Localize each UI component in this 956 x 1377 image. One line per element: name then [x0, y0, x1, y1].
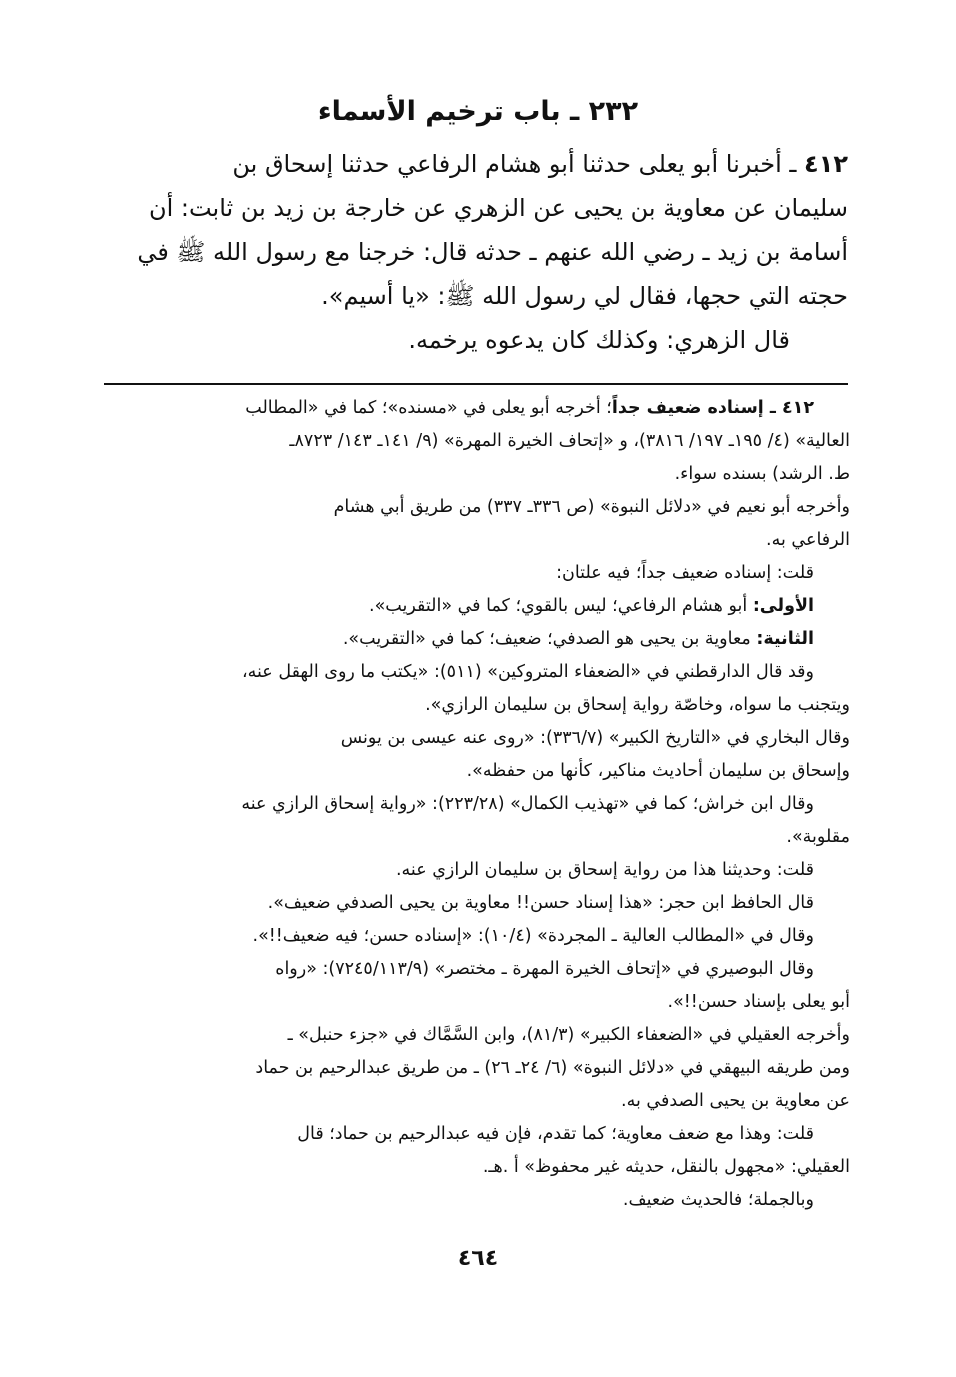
first-label: الأولى:	[752, 596, 814, 616]
note-line: وقد قال الدارقطني في «الضعفاء المتروكين» (٥١١): «يكتب ما روى الهقل عنه،	[242, 662, 814, 682]
note-line: ط. الرشد) بسنده سواء.	[674, 464, 850, 484]
note-line: قلت: إسناده ضعيف جداً؛ فيه علتان:	[556, 563, 814, 583]
note-line: قلت: وهذا مع ضعف معاوية؛ كما تقدم، فإن فيه عبدالرحيم بن حماد؛ قال	[297, 1124, 814, 1144]
note-line: قال الحافظ ابن حجر: «هذا إسناد حسن!! معاوية بن يحيى الصدفي ضعيف».	[267, 893, 814, 913]
note-grade: إسناده ضعيف جداً	[611, 398, 764, 418]
hadith-line: حجته التي حجها، فقال لي رسول الله ﷺ: «يا أسيم».	[321, 282, 848, 310]
note-line: الثانية: معاوية بن يحيى هو الصدفي؛ ضعيف؛ كما في «التقريب».	[342, 629, 814, 649]
note-line: قلت: وحديثنا هذا من رواية إسحاق بن سليمان الرازي عنه.	[395, 860, 814, 880]
note-line: وبالجملة؛ فالحديث ضعيف.	[622, 1190, 814, 1210]
note-line: أبو يعلى بإسناد حسن!!».	[667, 992, 850, 1012]
note-line: وقال في «المطالب العالية ـ المجردة» (١٠/٤): «إسناده حسن؛ فيه ضعيف!!».	[252, 926, 814, 946]
note-line: وإسحاق بن سليمان أحاديث مناكير، كأنها من حفظه».	[466, 761, 850, 781]
note-line: الرفاعي به.	[766, 530, 850, 550]
footnotes	[102, 392, 850, 1217]
footnote-separator	[104, 383, 848, 385]
note-line: العقيلي: «مجهول بالنقل، حديثه غير محفوظ» أ .هـ.	[482, 1157, 850, 1177]
note-line: وقال البوصيري في «إتحاف الخيرة المهرة ـ مختصر» (٧٢٤٥/١١٣/٩): «رواه	[275, 959, 814, 979]
page-number: ٤٦٤	[457, 1246, 499, 1271]
note-line: الأولى: أبو هشام الرفاعي؛ ليس بالقوي؛ كما في «التقريب».	[369, 596, 814, 616]
second-label: الثانية:	[756, 629, 814, 649]
hadith-number: ٤١٢	[804, 150, 848, 178]
hadith-line: ٤١٢ ـ أخبرنا أبو يعلى حدثنا أبو هشام الرفاعي حدثنا إسحاق بن	[232, 150, 848, 178]
note-line: ومن طريقه البيهقي في «دلائل النبوة» (٦/ ٢٤ـ ٢٦) ـ من طريق عبدالرحيم بن حماد	[255, 1058, 850, 1078]
hadith-text	[102, 142, 848, 362]
chapter-title: ٢٣٢ ـ باب ترخيم الأسماء	[317, 96, 639, 127]
note-number: ٤١٢	[781, 398, 814, 418]
note-line: وأخرجه العقيلي في «الضعفاء الكبير» (٨١/٣)، وابن السَّمَّاك في «جزء حنبل» ـ	[287, 1025, 850, 1045]
note-line: ٤١٢ ـ إسناده ضعيف جداً؛ أخرجه أبو يعلى في «مسنده»؛ كما في «المطالب	[245, 398, 814, 418]
hadith-line: قال الزهري: وكذلك كان يدعوه يرخمه.	[408, 326, 790, 354]
note-line: ويتجنب ما سواه، وخاصّة رواية إسحاق بن سليمان الرازي».	[425, 695, 850, 715]
note-line: وأخرجه أبو نعيم في «دلائل النبوة» (ص ٣٣٦ـ ٣٣٧) من طريق أبي هشام	[333, 497, 850, 517]
note-line: العالية» (٤/ ١٩٥ـ ١٩٧/ ٣٨١٦)، و «إتحاف الخيرة المهرة» (٩/ ١٤١ـ ١٤٣/ ٨٧٢٣ـ	[289, 431, 850, 451]
hadith-line: أسامة بن زيد ـ رضي الله عنهم ـ حدثه قال: خرجنا مع رسول الله ﷺ في	[137, 238, 848, 266]
note-line: وقال ابن خراش؛ كما في «تهذيب الكمال» (٢٢٣/٢٨): «رواية إسحاق الرازي عنه	[241, 794, 814, 814]
hadith-line: سليمان عن معاوية بن يحيى عن الزهري عن خارجة بن زيد بن ثابت: أن	[148, 194, 848, 222]
note-line: مقلوبة».	[786, 827, 850, 847]
note-line: وقال البخاري في «التاريخ الكبير» (٣٣٦/٧): «روى عنه عيسى بن يونس	[340, 728, 850, 748]
note-line: عن معاوية بن يحيى الصدفي به.	[621, 1091, 850, 1111]
